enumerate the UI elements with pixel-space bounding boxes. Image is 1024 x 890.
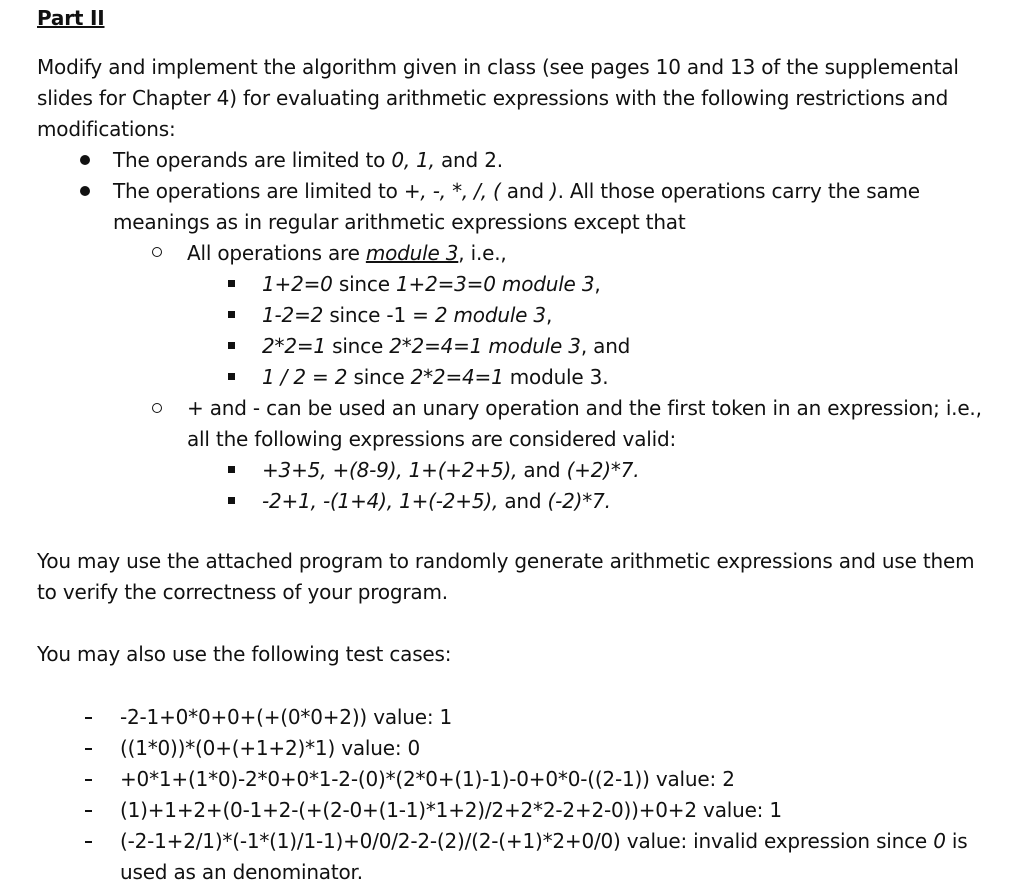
section-title: Part II <box>37 6 105 30</box>
example-end: , and <box>580 334 631 358</box>
example-since: since <box>332 272 396 296</box>
operands-and: and <box>434 148 485 172</box>
test-case-invalid <box>120 826 967 856</box>
intro-line-2: slides for Chapter 4) for evaluating arithmetic expressions with the following restrictions and <box>37 86 949 110</box>
operations-prefix: The operations are limited to <box>113 179 404 203</box>
bullet-square-icon <box>228 311 235 318</box>
unary-example-list: -2+1, -(1+4), 1+(-2+5), <box>262 489 499 513</box>
unary-example-last: (+2)*7. <box>566 458 640 482</box>
bullet-dot-icon <box>80 186 90 196</box>
example-reason: 2*2=4=1 module 3 <box>389 334 581 358</box>
test-case: +0*1+(1*0)-2*0+0*1-2-(0)*(2*0+(1)-1)-0+0*0-((2-1)) value: 2 <box>120 767 735 791</box>
example-since: since <box>347 365 411 389</box>
unary-example <box>262 455 639 485</box>
invalid-expression: (-2-1+2/1)*(-1*(1)/1-1)+0/0/2-2-(2)/(2-(+1)*2+0/0) value: invalid expression since <box>120 829 934 853</box>
invalid-is: is <box>945 829 968 853</box>
dash-bullet-icon <box>85 717 92 719</box>
module-prefix: All operations are <box>187 241 366 265</box>
bullet-circle-icon <box>152 247 162 257</box>
operations-rest: . All those operations carry the same <box>557 179 920 203</box>
unary-text: and - can be used an unary operation and the first token in an expression; i.e., <box>203 396 982 420</box>
bullet-circle-icon <box>152 403 162 413</box>
bullet-operands <box>113 145 503 175</box>
bullet-operations-line-2: meanings as in regular arithmetic expressions except that <box>113 210 686 234</box>
operands-last: 2 <box>484 148 497 172</box>
example-end: , <box>594 272 601 296</box>
bullet-square-icon <box>228 280 235 287</box>
example-expr: 1-2=2 <box>262 303 324 327</box>
example-expr: 1 / 2 = 2 <box>262 365 348 389</box>
unary-example-list: +3+5, +(8-9), 1+(+2+5), <box>262 458 518 482</box>
verify-line-2: to verify the correctness of your program. <box>37 580 448 604</box>
example-end: module 3. <box>503 365 609 389</box>
operands-values: 0, 1, <box>391 148 435 172</box>
unary-example-and: and <box>517 458 567 482</box>
module-term: module 3 <box>365 241 459 265</box>
invalid-zero: 0 <box>933 829 946 853</box>
test-case: -2-1+0*0+0+(+(0*0+2)) value: 1 <box>120 705 453 729</box>
test-case: ((1*0))*(0+(+1+2)*1) value: 0 <box>120 736 421 760</box>
sub-bullet-unary-line-2: all the following expressions are considered valid: <box>187 427 676 451</box>
operations-ops: +, -, *, /, ( <box>403 179 501 203</box>
example-since: since -1 = <box>323 303 435 327</box>
module-suffix: , i.e., <box>458 241 507 265</box>
module-example <box>262 331 630 361</box>
intro-line-1: Modify and implement the algorithm given in class (see pages 10 and 13 of the supplemental <box>37 55 959 79</box>
tests-intro: You may also use the following test cases: <box>37 642 452 666</box>
dash-bullet-icon <box>85 779 92 781</box>
unary-op: + <box>187 396 204 420</box>
bullet-square-icon <box>228 466 235 473</box>
dash-bullet-icon <box>85 810 92 812</box>
example-end: , <box>545 303 553 327</box>
unary-example-last: (-2)*7. <box>547 489 611 513</box>
module-example <box>262 300 552 330</box>
test-case: (1)+1+2+(0-1+2-(+(2-0+(1-1)*1+2)/2+2*2-2+2-0))+0+2 value: 1 <box>120 798 782 822</box>
operations-and: and <box>500 179 550 203</box>
intro-line-3: modifications: <box>37 117 176 141</box>
dash-bullet-icon <box>85 841 92 843</box>
verify-line-1: You may use the attached program to randomly generate arithmetic expressions and use them <box>37 549 975 573</box>
test-case-invalid-line-2: used as an denominator. <box>120 860 363 884</box>
bullet-dot-icon <box>80 155 90 165</box>
example-expr: 1+2=0 <box>262 272 333 296</box>
unary-example <box>262 486 611 516</box>
bullet-square-icon <box>228 342 235 349</box>
example-since: since <box>325 334 390 358</box>
dash-bullet-icon <box>85 748 92 750</box>
example-reason: 1+2=3=0 module 3 <box>395 272 595 296</box>
bullet-operations <box>113 176 920 206</box>
module-example <box>262 269 601 299</box>
operands-prefix: The operands are limited to <box>113 148 392 172</box>
operations-close: ) <box>549 179 558 203</box>
example-expr: 2*2=1 <box>262 334 326 358</box>
bullet-square-icon <box>228 497 235 504</box>
bullet-square-icon <box>228 373 235 380</box>
sub-bullet-unary <box>187 393 982 423</box>
operands-end: . <box>496 148 503 172</box>
example-reason: 2*2=4=1 <box>410 365 504 389</box>
example-reason: 2 module 3 <box>434 303 546 327</box>
module-example <box>262 362 608 392</box>
unary-example-and: and <box>498 489 548 513</box>
sub-bullet-module <box>187 238 507 268</box>
